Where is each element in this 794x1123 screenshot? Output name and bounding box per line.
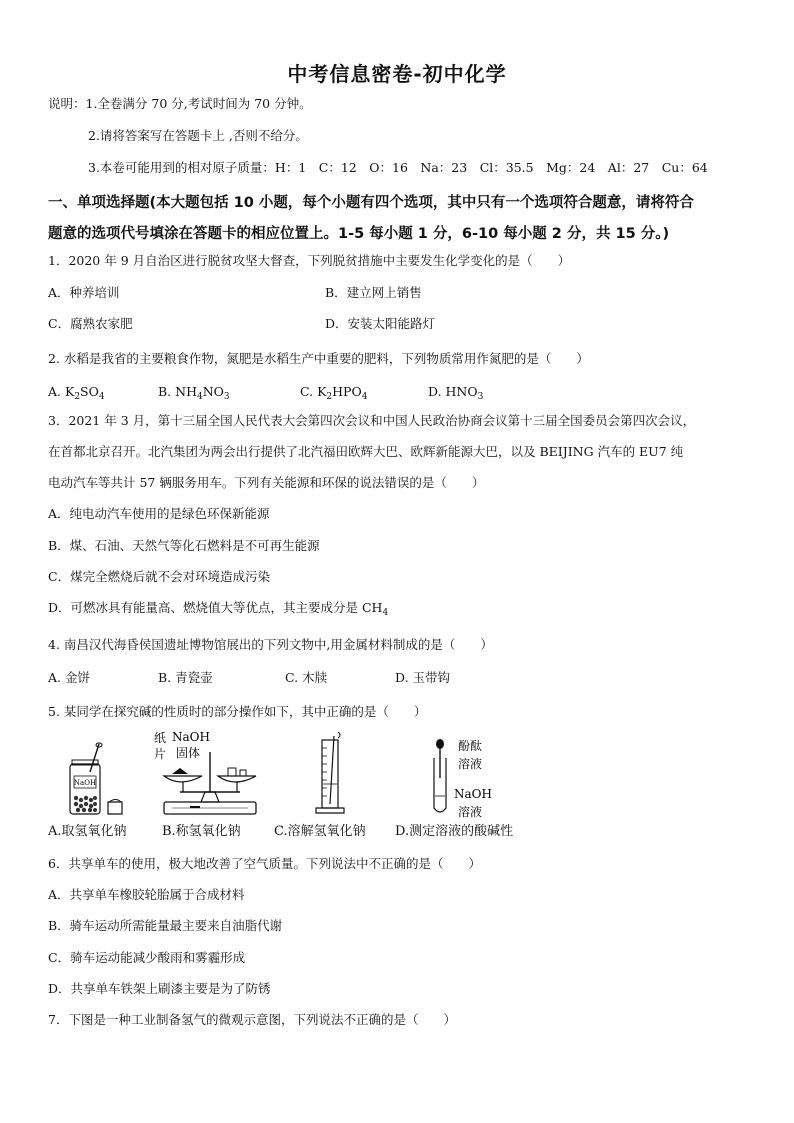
question-6-option-d: D．共享单车铁架上刷漆主要是为了防锈: [48, 981, 271, 996]
question-2-option-c: C. $K_2HPO_4$: [300, 384, 368, 402]
question-1-option-a: A．种养培训: [48, 285, 120, 300]
question-4-stem: 4. 南昌汉代海昏侯国遗址博物馆展出的下列文物中,用金属材料制成的是（ ）: [48, 637, 493, 652]
solid-label: 固体: [176, 746, 201, 760]
question-6-stem: 6．共享单车的使用，极大地改善了空气质量。下列说法中不正确的是（ ）: [48, 856, 481, 871]
question-4-option-c: C. 木牍: [285, 670, 328, 685]
dropper-bulb: [436, 739, 444, 749]
right-pan: [218, 776, 256, 782]
question-2-option-a: A. $K_2SO_4$: [48, 384, 105, 402]
bottle-stopper: [108, 802, 122, 814]
figure-c-graduated-cylinder: [310, 730, 354, 820]
question-6-option-b: B．骑车运动所需能量最主要来自油脂代谢: [48, 918, 283, 933]
question-1-option-b: B．建立网上销售: [325, 285, 422, 300]
question-2-option-d: D. $HNO_3$: [428, 384, 484, 402]
naoh-solution-label: NaOH: [454, 787, 492, 801]
question-6-option-c: C．骑车运动能减少酸雨和雾霾形成: [48, 950, 246, 965]
question-5-option-b: B.称氢氧化钠: [162, 824, 241, 839]
page-title: 中考信息密卷-初中化学: [287, 62, 507, 86]
question-4-option-a: A. 金饼: [48, 670, 90, 685]
naoh-pile: [172, 768, 188, 774]
question-4-option-b: B. 青瓷壶: [158, 670, 213, 685]
question-1-stem: 1．2020 年 9 月自治区进行脱贫攻坚大督查，下列脱贫措施中主要发生化学变化的是（ ）: [48, 253, 571, 268]
question-3-stem-line-1: 3．2021 年 3 月，第十三届全国人民代表大会第四次会议和中国人民政治协商会议第十三届全国委员会第四次会议，: [48, 413, 696, 428]
question-3-option-c: C．煤完全燃烧后就不会对环境造成污染: [48, 569, 271, 584]
pellets: [74, 796, 97, 812]
phenolphthalein-label: 酚酞: [458, 739, 483, 753]
solution-label-2: 溶液: [458, 805, 483, 819]
question-7-stem: 7．下图是一种工业制备氢气的微观示意图，下列说法不正确的是（ ）: [48, 1012, 456, 1027]
cylinder-base: [316, 808, 344, 813]
figure-a-reagent-bottle: [62, 742, 128, 818]
question-4-option-d: D. 玉带钩: [395, 670, 451, 685]
left-pan: [164, 776, 202, 782]
solution-label-1: 溶液: [458, 757, 483, 771]
bottle-label-text: NaOH: [73, 779, 97, 787]
figure-b-balance: [150, 728, 270, 820]
figure-d-test-tube: [426, 736, 502, 820]
bottle-body: [70, 764, 100, 814]
spoon-handle: [90, 744, 99, 772]
question-1-option-d: D．安装太阳能路灯: [325, 316, 436, 331]
question-3-stem-line-2: 在首都北京召开。北汽集团为两会出行提供了北汽福田欧辉大巴、欧辉新能源大巴，以及 BEIJING 汽车的 EU7 纯: [48, 444, 684, 459]
section-heading-line-1: 一、单项选择题(本大题包括 10 小题，每个小题有四个选项，其中只有一个选项符合题意，请将符合: [48, 195, 694, 211]
paper-label-2: 片: [154, 747, 167, 761]
instruction-1: 说明：1.全卷满分 70 分,考试时间为 70 分钟。: [48, 96, 312, 111]
question-1-option-c: C．腐熟农家肥: [48, 316, 133, 331]
instruction-2: 2.请将答案写在答题卡上 ,否则不给分。: [88, 128, 308, 143]
instruction-3: 3.本卷可能用到的相对原子质量：H：1 C：12 O：16 Na：23 Cl：35.5 Mg：24 Al：27 Cu：64: [88, 160, 708, 175]
question-3-option-d: D．可燃冰具有能量高、燃烧值大等优点，其主要成分是 $CH_4$: [48, 600, 389, 618]
glass-rod: [330, 736, 334, 804]
question-2-stem: 2. 水稻是我省的主要粮食作物，氮肥是水稻生产中重要的肥料，下列物质常用作氮肥的是（ ）: [48, 351, 589, 366]
weight-2: [240, 770, 246, 776]
question-3-option-b: B．煤、石油、天然气等化石燃料是不可再生能源: [48, 538, 320, 553]
question-2-option-b: B. $NH_4NO_3$: [158, 384, 230, 402]
naoh-label: NaOH: [172, 730, 210, 744]
question-5-option-a: A.取氢氧化钠: [48, 824, 127, 839]
question-5-stem: 5. 某同学在探究碱的性质时的部分操作如下，其中正确的是（ ）: [48, 704, 427, 719]
graduation-marks: [322, 748, 327, 796]
question-3-stem-line-3: 电动汽车等共计 57 辆服务用车。下列有关能源和环保的说法错误的是（ ）: [48, 475, 485, 490]
question-5-option-c: C.溶解氢氧化钠: [274, 824, 366, 839]
question-6-option-a: A．共享单车橡胶轮胎属于合成材料: [48, 887, 245, 902]
weight-1: [228, 768, 236, 776]
paper-label-1: 纸: [154, 731, 167, 745]
question-3-option-a: A．纯电动汽车使用的是绿色环保新能源: [48, 506, 270, 521]
section-heading-line-2: 题意的选项代号填涂在答题卡的相应位置上。1-5 每小题 1 分，6-10 每小题 2 分，共 15 分。): [48, 226, 670, 242]
question-5-option-d: D.测定溶液的酸碱性: [395, 824, 514, 839]
